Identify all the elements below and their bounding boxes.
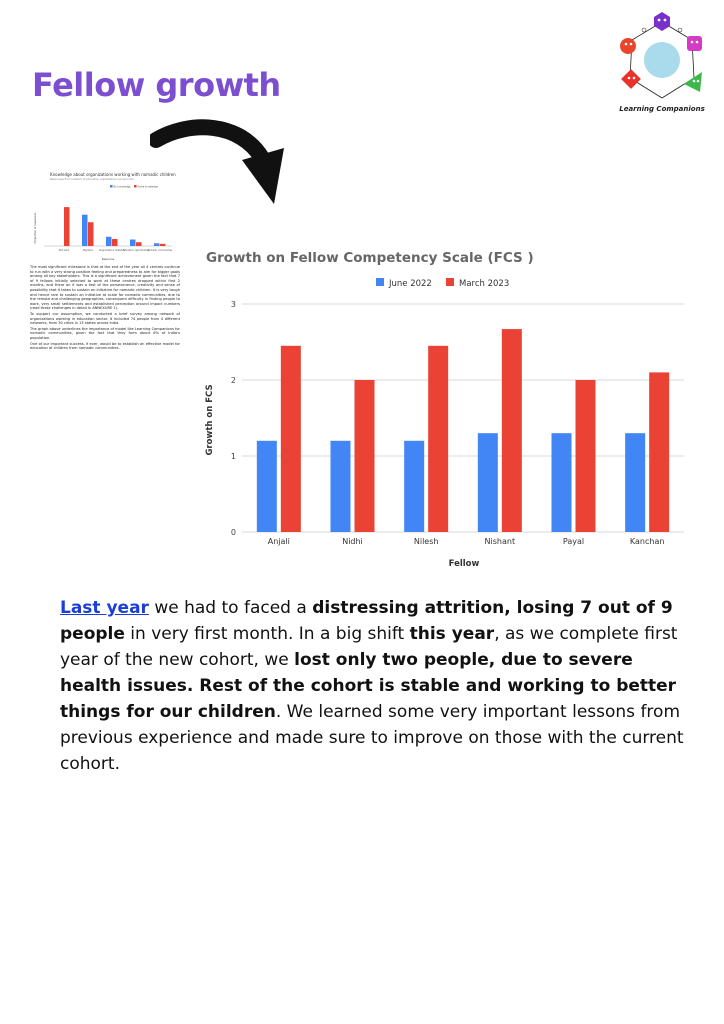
body-bold-2: this year bbox=[409, 624, 495, 644]
bar-kanchan-march-2023 bbox=[649, 372, 669, 532]
bar-nishant-june-2022 bbox=[478, 433, 498, 532]
y-tick-label: 0 bbox=[230, 528, 236, 537]
body-bold-3: lost only two people, due to severe health issues. Rest of the cohort is stable and working to better things for our children bbox=[60, 650, 677, 722]
logo-center-circle bbox=[644, 42, 680, 78]
thumbnail-bar bbox=[82, 215, 88, 246]
thumbnail-paragraph-2: To support our assumption, we conducted a brief survey among network of organizations working in education sector. It included 74 people from 4 different networks, from 30 cities in 13 states across India. bbox=[30, 311, 180, 326]
y-tick-label: 3 bbox=[230, 300, 236, 309]
thumbnail-paragraph-1: The most significant milestone is that at the end of the year all 4 centres continue to run with a very strong positive feeling and preparedness to aim for bigger goals among all key stakeholders. This is a significant achievement given the fact that 7 of 9 fellows initially selected to work at these centres dropped within first 2 months, and there on it was a test of the perseverance, creativity and sense of possibility that it takes to sustain an initiative for nomadic children. It is very tough and hence rare to sustain an initiative at scale for nomadic communities, due to the remote and challenging geographies, consequent difficulty in finding people to work, very small settlements and established perception around impact numbers (read these challenges in detail in ANNEXURE 1). bbox=[30, 265, 180, 311]
body-text-1: we had to faced a bbox=[148, 598, 313, 618]
thumbnail-legend-swatch bbox=[134, 185, 137, 188]
bar-payal-june-2022 bbox=[552, 433, 572, 532]
x-tick-label: Nishant bbox=[484, 537, 516, 546]
bar-nishant-march-2023 bbox=[502, 329, 522, 532]
body-text-4: . We learned some very important lessons from previous experience and made sure to improve on those with the current cohort. bbox=[60, 702, 684, 774]
thumbnail-bar bbox=[64, 207, 70, 246]
thumbnail-text bbox=[30, 265, 180, 352]
thumbnail-chart bbox=[30, 168, 180, 263]
thumbnail-x-tick: Nomadic communities bbox=[147, 249, 173, 252]
x-tick-label: Kanchan bbox=[629, 537, 665, 546]
bar-payal-march-2023 bbox=[576, 380, 596, 532]
chart-title: Growth on Fellow Competency Scale (FCS ) bbox=[206, 250, 534, 266]
x-tick-label: Anjali bbox=[267, 537, 290, 546]
chart-x-axis-label: Fellow bbox=[448, 559, 480, 569]
thumbnail-bar bbox=[106, 237, 112, 246]
thumbnail-y-label: Proportion of responses bbox=[34, 212, 37, 244]
body-text-3: , as we complete first year of the new cohort, we bbox=[60, 624, 678, 670]
thumbnail-x-tick: Migration bbox=[82, 249, 94, 252]
bar-anjali-june-2022 bbox=[257, 441, 277, 532]
thumbnail-paragraph-4: One of our important success, if ever, would be to establish an effective model for education of children from nomadic communities. bbox=[30, 341, 180, 351]
thumbnail-chart-title: Knowledge about organizations working with nomadic children bbox=[50, 172, 176, 177]
legend-swatch bbox=[446, 278, 454, 286]
thumbnail-legend-swatch bbox=[110, 185, 113, 188]
thumbnail-x-tick: Paid work bbox=[58, 249, 70, 252]
body-text-2: in very first month. In a big shift bbox=[124, 624, 410, 644]
thumbnail-chart-subtitle: Responses from network of education organizations across India bbox=[50, 178, 134, 181]
thumbnail-x-tick: Organizations' statistics bbox=[98, 249, 126, 252]
last-year-link[interactable]: Last year bbox=[60, 598, 149, 618]
bar-nilesh-march-2023 bbox=[428, 346, 448, 532]
thumbnail-bar bbox=[88, 222, 94, 246]
thumbnail-x-tick: Education opportunities bbox=[122, 249, 150, 252]
x-tick-label: Nidhi bbox=[342, 537, 363, 546]
y-tick-label: 1 bbox=[230, 452, 236, 461]
x-tick-label: Payal bbox=[562, 537, 585, 546]
bar-anjali-march-2023 bbox=[281, 346, 301, 532]
bar-nilesh-june-2022 bbox=[404, 441, 424, 532]
thumbnail-legend-label: Some knowledge bbox=[137, 185, 158, 189]
thumbnail-bar bbox=[136, 242, 142, 246]
bar-nidhi-june-2022 bbox=[331, 441, 351, 532]
bar-kanchan-june-2022 bbox=[625, 433, 645, 532]
body-paragraph bbox=[60, 595, 690, 777]
thumbnail-bar bbox=[154, 243, 160, 246]
thumbnail-bar bbox=[160, 244, 166, 246]
chart-y-axis-label: Growth on FCS bbox=[205, 384, 215, 456]
legend-label: June 2022 bbox=[389, 279, 432, 289]
body-bold-1: distressing attrition, losing 7 out of 9 people bbox=[60, 598, 673, 644]
page-title: Fellow growth bbox=[32, 66, 281, 104]
x-tick-label: Nilesh bbox=[413, 537, 439, 546]
legend-label: March 2023 bbox=[459, 279, 510, 289]
thumbnail-bar bbox=[130, 240, 136, 246]
thumbnail-x-label: Response bbox=[101, 258, 115, 261]
thumbnail-paragraph-3: The graph above underlines the importance of model like Learning Companions for nomadic communities, given the fact that they form about 6% of India's population. bbox=[30, 326, 180, 340]
thumbnail-legend-label: No knowledge bbox=[113, 185, 131, 189]
logo-caption: Learning Companions bbox=[619, 105, 705, 113]
bar-nidhi-march-2023 bbox=[355, 380, 375, 532]
fcs-growth-chart bbox=[198, 240, 698, 580]
legend-swatch bbox=[376, 278, 384, 286]
y-tick-label: 2 bbox=[230, 376, 236, 385]
report-thumbnail bbox=[30, 168, 180, 398]
thumbnail-bar bbox=[112, 239, 118, 246]
